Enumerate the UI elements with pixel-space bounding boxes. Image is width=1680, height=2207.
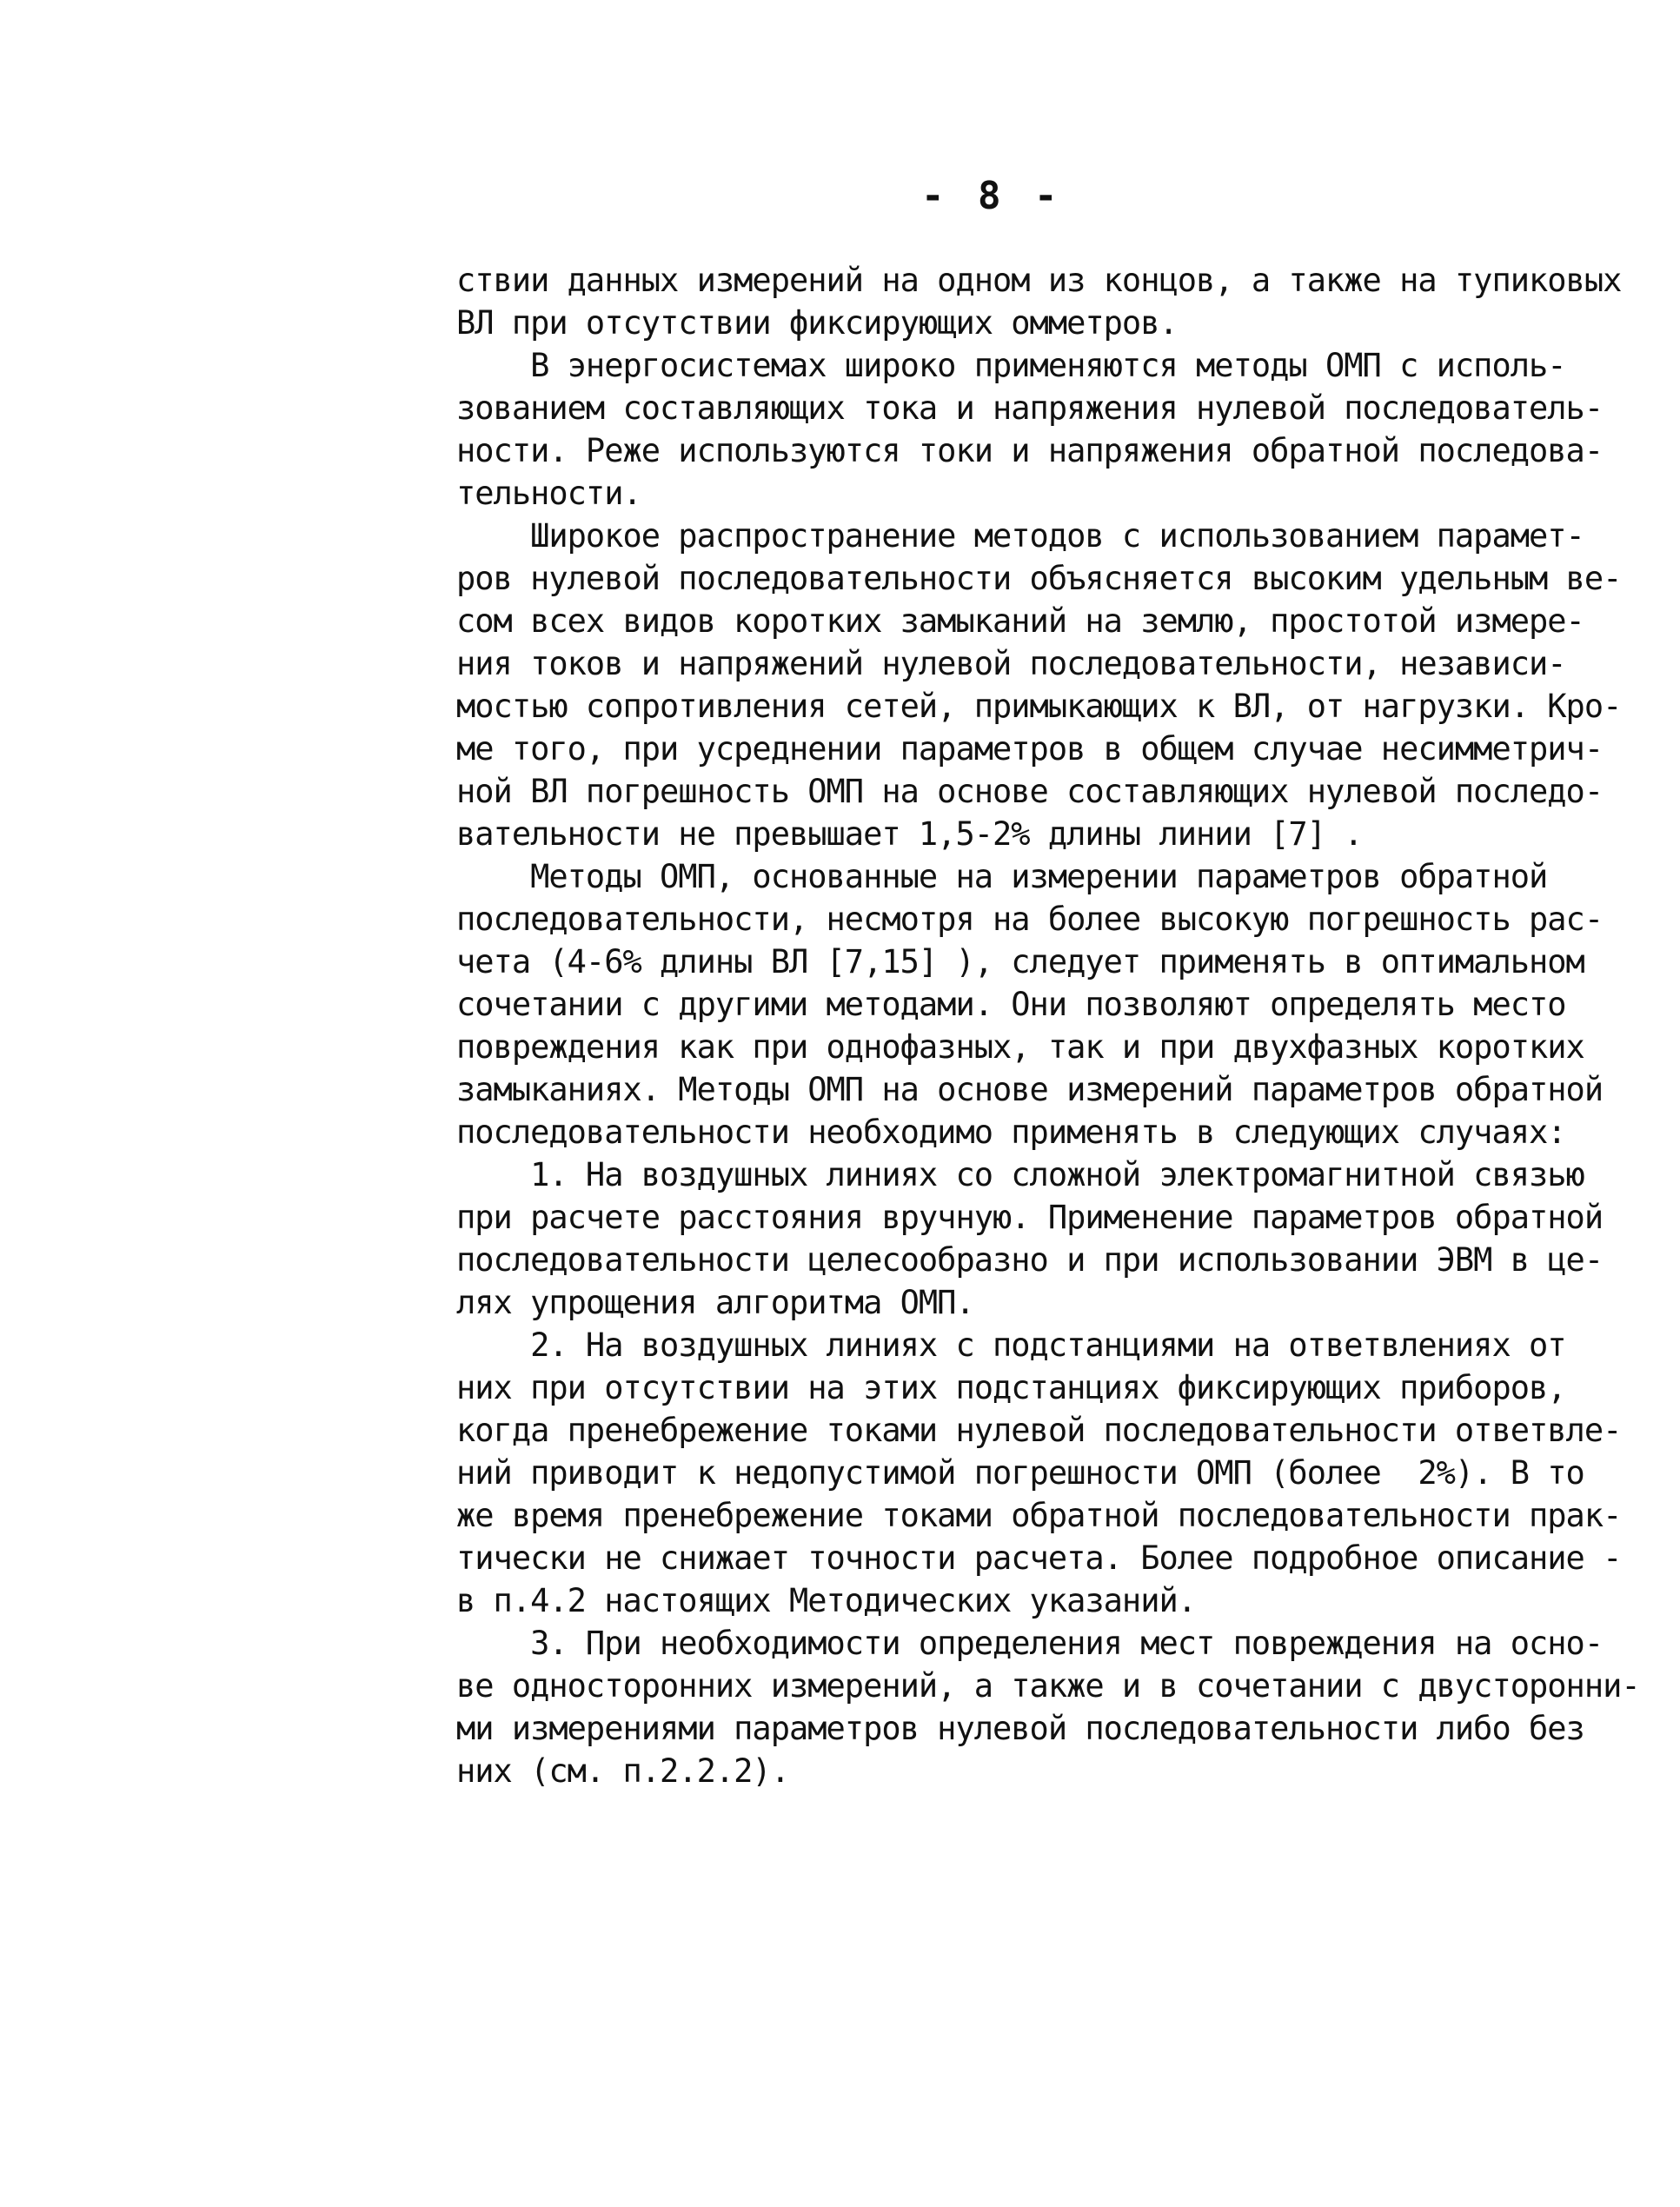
- document-body: [456, 259, 1640, 1792]
- page-number: - 8 -: [921, 174, 1063, 218]
- text-line: ния токов и напряжений нулевой последовательности, независи-: [456, 645, 1566, 682]
- text-line: при расчете расстояния вручную. Применение параметров обратной: [456, 1199, 1604, 1236]
- text-line: Методы ОМП, основанные на измерении параметров обратной: [456, 858, 1548, 895]
- text-line: вательности не превышает 1,5-2% длины линии [7] .: [456, 815, 1363, 853]
- text-line: ме того, при усреднении параметров в общем случае несимметрич-: [456, 730, 1604, 768]
- text-line: мостью сопротивления сетей, примыкающих к ВЛ, от нагрузки. Кро-: [456, 688, 1622, 725]
- text-line: сом всех видов коротких замыканий на землю, простотой измере-: [456, 602, 1584, 640]
- text-line: 3. При необходимости определения мест повреждения на осно-: [456, 1625, 1604, 1662]
- text-line: ности. Реже используются токи и напряжения обратной последова-: [456, 432, 1604, 469]
- text-line: ствии данных измерений на одном из концов, а также на тупиковых: [456, 262, 1622, 299]
- text-line: них при отсутствии на этих подстанциях фиксирующих приборов,: [456, 1369, 1566, 1406]
- text-line: в п.4.2 настоящих Методических указаний.: [456, 1582, 1197, 1619]
- text-line: зованием составляющих тока и напряжения нулевой последователь-: [456, 389, 1604, 427]
- text-line: ВЛ при отсутствии фиксирующих омметров.: [456, 304, 1178, 342]
- text-line: 2. На воздушных линиях с подстанциями на ответвлениях от: [456, 1326, 1566, 1364]
- text-line: сочетании с другими методами. Они позволяют определять место: [456, 986, 1566, 1023]
- text-line: лях упрощения алгоритма ОМП.: [456, 1284, 974, 1321]
- text-line: тельности.: [456, 475, 641, 512]
- text-line: 1. На воздушных линиях со сложной электромагнитной связью: [456, 1156, 1584, 1193]
- text-line: тически не снижает точности расчета. Более подробное описание -: [456, 1539, 1622, 1577]
- text-line: замыканиях. Методы ОМП на основе измерений параметров обратной: [456, 1071, 1604, 1108]
- text-line: ве односторонних измерений, а также и в сочетании с двусторонни-: [456, 1667, 1640, 1705]
- text-line: В энергосистемах широко применяются методы ОМП с исполь-: [456, 347, 1566, 384]
- text-line: ной ВЛ погрешность ОМП на основе составляющих нулевой последо-: [456, 773, 1604, 810]
- text-line: ров нулевой последовательности объясняется высоким удельным ве-: [456, 560, 1622, 597]
- text-line: Широкое распространение методов с использованием парамет-: [456, 517, 1584, 555]
- text-line: повреждения как при однофазных, так и при двухфазных коротких: [456, 1028, 1584, 1066]
- text-line: последовательности необходимо применять в следующих случаях:: [456, 1113, 1566, 1151]
- text-line: последовательности целесообразно и при использовании ЭВМ в це-: [456, 1241, 1604, 1279]
- text-line: них (см. п.2.2.2).: [456, 1752, 789, 1790]
- text-line: последовательности, несмотря на более высокую погрешность рас-: [456, 901, 1604, 938]
- text-line: чета (4-6% длины ВЛ [7,15] ), следует применять в оптимальном: [456, 943, 1584, 981]
- text-line: когда пренебрежение токами нулевой последовательности ответвле-: [456, 1412, 1622, 1449]
- text-line: ми измерениями параметров нулевой последовательности либо без: [456, 1710, 1584, 1747]
- text-line: же время пренебрежение токами обратной последовательности прак-: [456, 1497, 1622, 1534]
- text-line: ний приводит к недопустимой погрешности ОМП (более 2%). В то: [456, 1454, 1584, 1492]
